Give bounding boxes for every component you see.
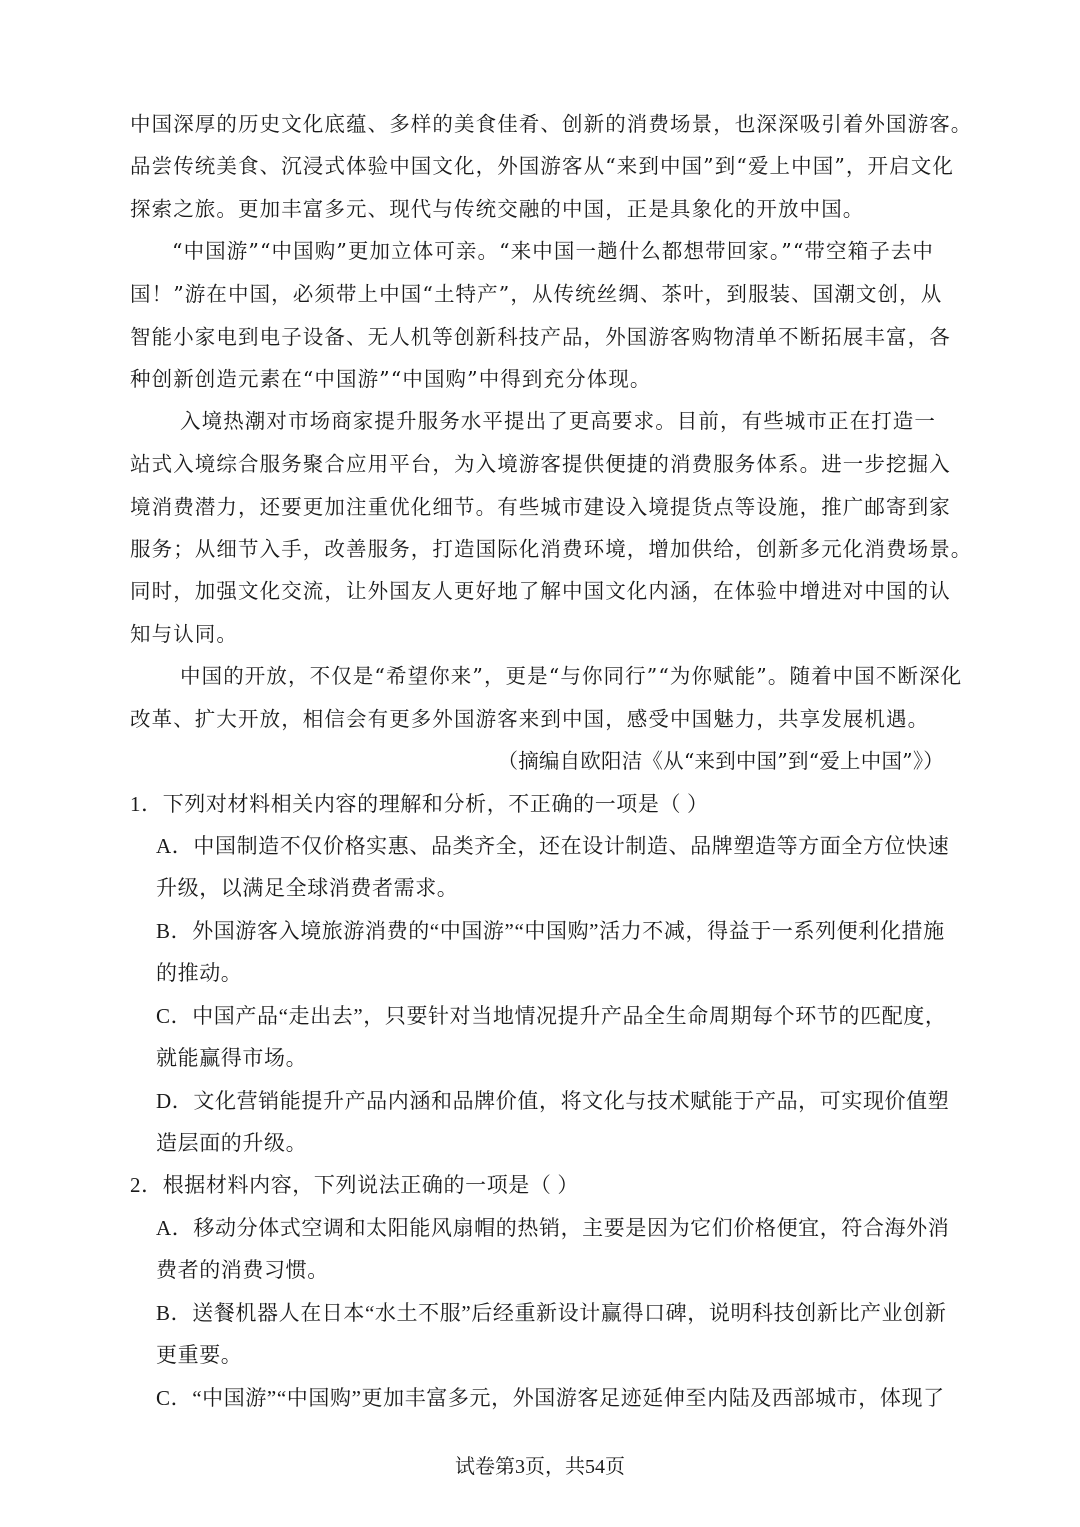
passage-line: 入境热潮对市场商家提升服务水平提出了更高要求。目前，有些城市正在打造一: [180, 409, 936, 433]
passage-line: 中国深厚的历史文化底蕴、多样的美食佳肴、创新的消费场景，也深深吸引着外国游客。: [130, 112, 973, 136]
option-c-continued: 就能赢得市场。: [156, 1046, 308, 1070]
option-d-continued: 造层面的升级。: [156, 1131, 308, 1155]
passage-source: （摘编自欧阳洁《从“来到中国”到“爱上中国”》）: [497, 749, 944, 773]
question-stem: 2．根据材料内容，下列说法正确的一项是（ ）: [130, 1173, 579, 1197]
option-a: A．移动分体式空调和太阳能风扇帽的热销，主要是因为它们价格便宜，符合海外消: [156, 1216, 950, 1240]
passage-line: 探索之旅。更加丰富多元、现代与传统交融的中国，正是具象化的开放中国。: [130, 197, 865, 221]
passage-line: 境消费潜力，还要更加注重优化细节。有些城市建设入境提货点等设施，推广邮寄到家: [130, 495, 951, 519]
passage-line: 同时，加强文化交流，让外国友人更好地了解中国文化内涵，在体验中增进对中国的认: [130, 579, 951, 603]
option-d: D．文化营销能提升产品内涵和品牌价值，将文化与技术赋能于产品，可实现价值塑: [156, 1089, 950, 1113]
passage-line: “中国游”“中国购”更加立体可亲。“来中国一趟什么都想带回家。”“带空箱子去中: [172, 239, 935, 263]
option-b: B．送餐机器人在日本“水土不服”后经重新设计赢得口碑，说明科技创新比产业创新: [156, 1301, 947, 1325]
option-a: A．中国制造不仅价格实惠、品类齐全，还在设计制造、品牌塑造等方面全方位快速: [156, 834, 950, 858]
passage-line: 服务；从细节入手，改善服务，打造国际化消费环境，增加供给，创新多元化消费场景。: [130, 537, 973, 561]
passage-line: 种创新创造元素在“中国游”“中国购”中得到充分体现。: [130, 367, 652, 391]
passage-line: 站式入境综合服务聚合应用平台，为入境游客提供便捷的消费服务体系。进一步挖掘入: [130, 452, 951, 476]
passage-line: 国！”游在中国，必须带上中国“土特产”，从传统丝绸、茶叶，到服装、国潮文创，从: [130, 282, 943, 306]
passage-line: 智能小家电到电子设备、无人机等创新科技产品，外国游客购物清单不断拓展丰富，各: [130, 325, 951, 349]
option-b-continued: 更重要。: [156, 1343, 243, 1367]
option-a-continued: 费者的消费习惯。: [156, 1258, 329, 1282]
passage-line: 品尝传统美食、沉浸式体验中国文化，外国游客从“来到中国”到“爱上中国”，开启文化: [130, 154, 954, 178]
option-a-continued: 升级，以满足全球消费者需求。: [156, 876, 459, 900]
option-c: C．“中国游”“中国购”更加丰富多元，外国游客足迹延伸至内陆及西部城市，体现了: [156, 1386, 945, 1410]
passage-line: 改革、扩大开放，相信会有更多外国游客来到中国，感受中国魅力，共享发展机遇。: [130, 707, 930, 731]
passage-line: 中国的开放，不仅是“希望你来”，更是“与你同行”“为你赋能”。随着中国不断深化: [180, 664, 963, 688]
option-c: C．中国产品“走出去”，只要针对当地情况提升产品全生命周期每个环节的匹配度，: [156, 1004, 947, 1028]
question-stem: 1．下列对材料相关内容的理解和分析，不正确的一项是（ ）: [130, 792, 709, 816]
option-b-continued: 的推动。: [156, 961, 243, 985]
page-footer: 试卷第3页，共54页: [455, 1456, 625, 1478]
option-b: B．外国游客入境旅游消费的“中国游”“中国购”活力不减，得益于一系列便利化措施: [156, 919, 945, 943]
passage-line: 知与认同。: [130, 622, 238, 646]
